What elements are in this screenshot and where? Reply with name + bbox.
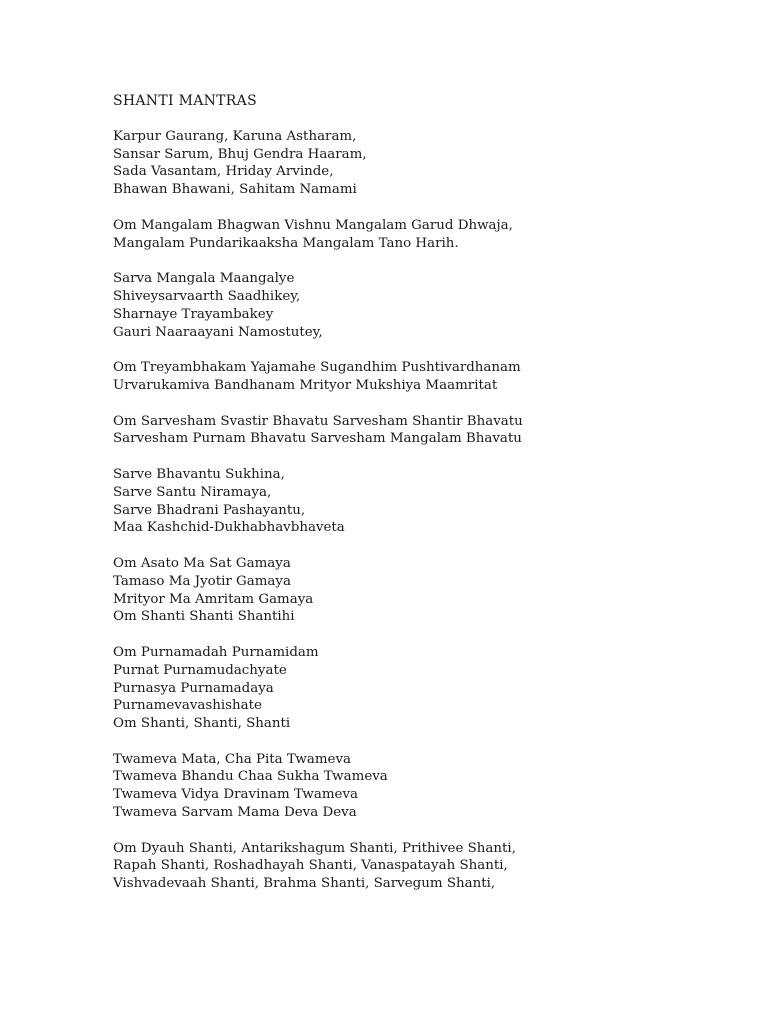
stanza — [113, 555, 733, 626]
verse-line: Twameva Mata, Cha Pita Twameva — [113, 751, 351, 767]
verse-line: Om Asato Ma Sat Gamaya — [113, 555, 291, 571]
verse-line: Sada Vasantam, Hriday Arvinde, — [113, 164, 334, 180]
verse-line: Om Treyambhakam Yajamahe Sugandhim Pushtivardhanam — [113, 360, 521, 376]
verse-line: Gauri Naaraayani Namostutey, — [113, 324, 323, 340]
verse-line: Om Purnamadah Purnamidam — [113, 644, 319, 660]
stanza — [113, 466, 733, 537]
verse-line: Om Sarvesham Svastir Bhavatu Sarvesham Shantir Bhavatu — [113, 413, 523, 429]
verse-line: Om Mangalam Bhagwan Vishnu Mangalam Garud Dhwaja, — [113, 217, 513, 233]
verse-line: Tamaso Ma Jyotir Gamaya — [113, 573, 291, 589]
verse-line: Mrityor Ma Amritam Gamaya — [113, 591, 314, 607]
verse-line: Sarve Bhavantu Sukhina, — [113, 466, 285, 482]
verse-line: Sarva Mangala Maangalye — [113, 271, 295, 287]
verse-line: Rapah Shanti, Roshadhayah Shanti, Vanaspatayah Shanti, — [113, 858, 508, 874]
verse-line: Sansar Sarum, Bhuj Gendra Haaram, — [113, 146, 367, 162]
verse-line: Sharnaye Trayambakey — [113, 306, 274, 322]
verse-line: Om Shanti, Shanti, Shanti — [113, 716, 291, 732]
verse-line: Karpur Gaurang, Karuna Astharam, — [113, 128, 357, 144]
verse-line: Vishvadevaah Shanti, Brahma Shanti, Sarvegum Shanti, — [113, 876, 496, 892]
verse-line: Sarvesham Purnam Bhavatu Sarvesham Mangalam Bhavatu — [113, 431, 522, 447]
stanza — [113, 128, 733, 199]
stanza — [113, 840, 733, 893]
verse-line: Om Dyauh Shanti, Antarikshagum Shanti, Prithivee Shanti, — [113, 840, 516, 856]
stanza — [113, 359, 733, 395]
verse-line: Purnat Purnamudachyate — [113, 662, 287, 678]
verse-line: Purnasya Purnamadaya — [113, 680, 274, 696]
stanza — [113, 751, 733, 822]
verse-line: Maa Kashchid-Dukhabhavbhaveta — [113, 520, 345, 536]
verse-line: Shiveysarvaarth Saadhikey, — [113, 288, 301, 304]
document-title: SHANTI MANTRAS — [113, 93, 257, 109]
verse-line: Twameva Bhandu Chaa Sukha Twameva — [113, 769, 388, 785]
verse-line: Sarve Santu Niramaya, — [113, 484, 272, 500]
verse-line: Urvarukamiva Bandhanam Mrityor Mukshiya Maamritat — [113, 377, 498, 393]
stanza — [113, 644, 733, 733]
verse-line: Sarve Bhadrani Pashayantu, — [113, 502, 306, 518]
verse-line: Purnamevavashishate — [113, 698, 262, 714]
document-page — [113, 92, 733, 911]
verse-line: Bhawan Bhawani, Sahitam Namami — [113, 182, 357, 198]
stanza — [113, 413, 733, 449]
verse-line: Twameva Vidya Dravinam Twameva — [113, 787, 359, 803]
stanza — [113, 217, 733, 253]
verse-line: Twameva Sarvam Mama Deva Deva — [113, 805, 357, 821]
stanza — [113, 270, 733, 341]
verse-line: Mangalam Pundarikaaksha Mangalam Tano Harih. — [113, 235, 459, 251]
verse-line: Om Shanti Shanti Shantihi — [113, 609, 295, 625]
